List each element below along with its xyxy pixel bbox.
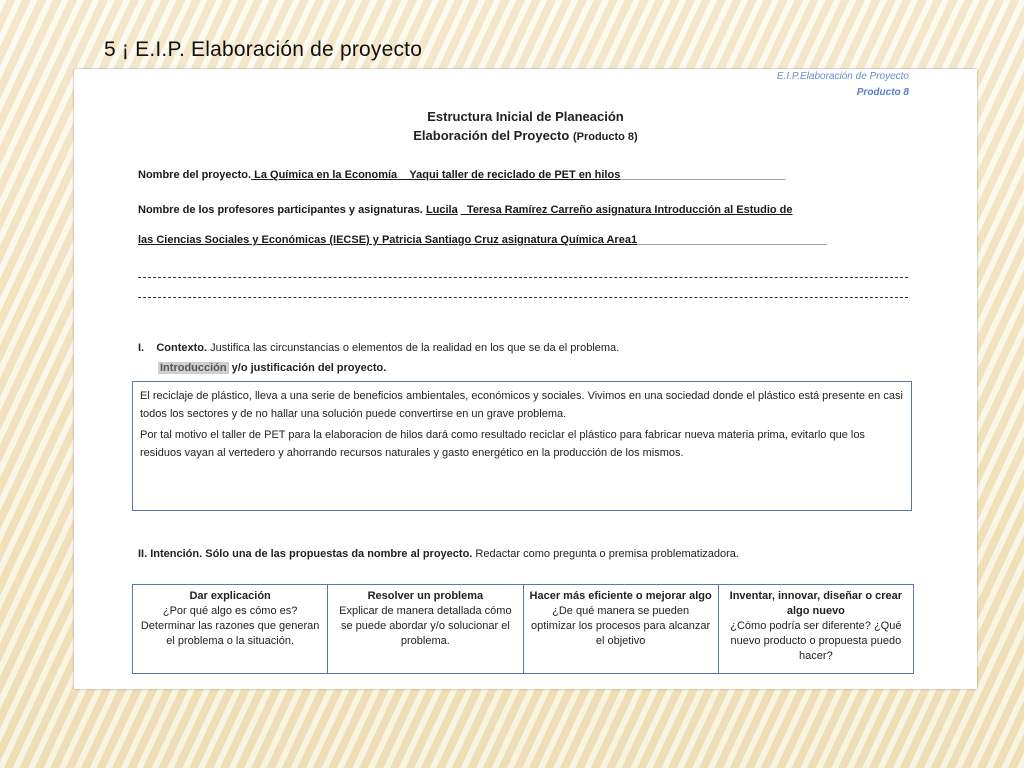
section-I-label: Contexto. — [156, 342, 208, 354]
intro-highlight: Introducción — [160, 362, 227, 374]
teachers-line2-text: las Ciencias Sociales y Económicas (IECSE) y Patricia Santiago Cruz asignatura Química Area1 — [138, 234, 638, 246]
context-paragraph-1: El reciclaje de plástico, lleva a una serie de beneficios ambientales, económicos y sociales. Vivimos en una sociedad donde el plástico está presente en casi todos los sectores y de no hallar una solución puede convertirse en un grave problema. — [140, 390, 903, 420]
context-textbox — [132, 381, 912, 511]
section-intention — [138, 548, 739, 560]
header-doc-name: E.I.P.Elaboración de Proyecto — [776, 71, 909, 82]
teachers-label: Nombre de los profesores participantes y asignaturas. — [138, 204, 423, 216]
context-paragraph-2: Por tal motivo el taller de PET para la elaboracion de hilos dará como resultado reciclar el plástico para fabricar nueva materia prima, evitarlo que los residuos vayan al vertedero y ahorrando recursos naturales y gasto energético en la producción de los mismos. — [140, 429, 865, 459]
teachers-line — [138, 204, 793, 216]
section-I-number: I. — [138, 342, 145, 354]
subtitle-product: (Producto 8) — [572, 131, 638, 143]
blank-line — [138, 277, 908, 278]
section-I-subtitle — [158, 362, 386, 374]
project-name-value: La Química en la Economía — [251, 169, 398, 181]
teachers-line2-trailing: _______________________________ — [637, 234, 827, 246]
document-header — [777, 69, 909, 101]
cell-head: Hacer más eficiente o mejorar algo — [529, 590, 712, 602]
intention-cell-improve — [523, 585, 718, 674]
subtitle-main: Elaboración del Proyecto — [413, 128, 570, 143]
section-II-bold: Sólo una de las propuestas da nombre al proyecto. — [205, 548, 473, 560]
teachers-value2: _Teresa Ramírez Carreño asignatura Introducción al Estudio de — [460, 204, 793, 216]
header-product: Producto 8 — [856, 87, 909, 98]
cell-body: ¿Cómo podría ser diferente? ¿Qué nuevo producto o propuesta puedo hacer? — [730, 620, 902, 662]
cell-body: ¿De qué manera se pueden optimizar los procesos para alcanzar el objetivo — [531, 605, 711, 647]
document-subtitle — [74, 128, 977, 143]
project-name-line — [138, 169, 786, 181]
project-name-trailing: ___________________________ — [620, 169, 786, 181]
cell-head: Dar explicación — [189, 590, 271, 602]
cell-body: Explicar de manera detallada cómo se puede abordar y/o solucionar el problema. — [339, 605, 512, 647]
section-II-text: Redactar como pregunta o premisa problematizadora. — [475, 548, 739, 560]
teachers-value: Lucila — [425, 204, 458, 216]
intentions-table — [132, 584, 914, 674]
project-name-label: Nombre del proyecto. — [138, 169, 252, 181]
section-context — [138, 342, 619, 354]
section-II-label: II. Intención. — [138, 548, 203, 560]
intro-rest: y/o justificación del proyecto. — [231, 362, 387, 374]
blank-line — [138, 297, 908, 298]
intention-cell-solve — [328, 585, 523, 674]
table-row — [133, 585, 914, 674]
intention-cell-explain — [133, 585, 328, 674]
section-I-text: Justifica las circunstancias o elementos de la realidad en los que se da el problema. — [210, 342, 620, 354]
cell-head: Resolver un problema — [367, 590, 484, 602]
document-title: Estructura Inicial de Planeación — [427, 109, 624, 124]
project-name-value2: __Yaqui taller de reciclado de PET en hilos — [397, 169, 621, 181]
teachers-line-2 — [138, 234, 827, 246]
slide-title: 5 ¡ E.I.P. Elaboración de proyecto — [104, 38, 423, 61]
cell-body: ¿Por qué algo es cómo es? Determinar las razones que generan el problema o la situación. — [140, 605, 320, 647]
cell-head: Inventar, innovar, diseñar o crear algo nuevo — [729, 590, 903, 617]
intention-cell-innovate — [718, 585, 913, 674]
document-page — [74, 69, 977, 689]
